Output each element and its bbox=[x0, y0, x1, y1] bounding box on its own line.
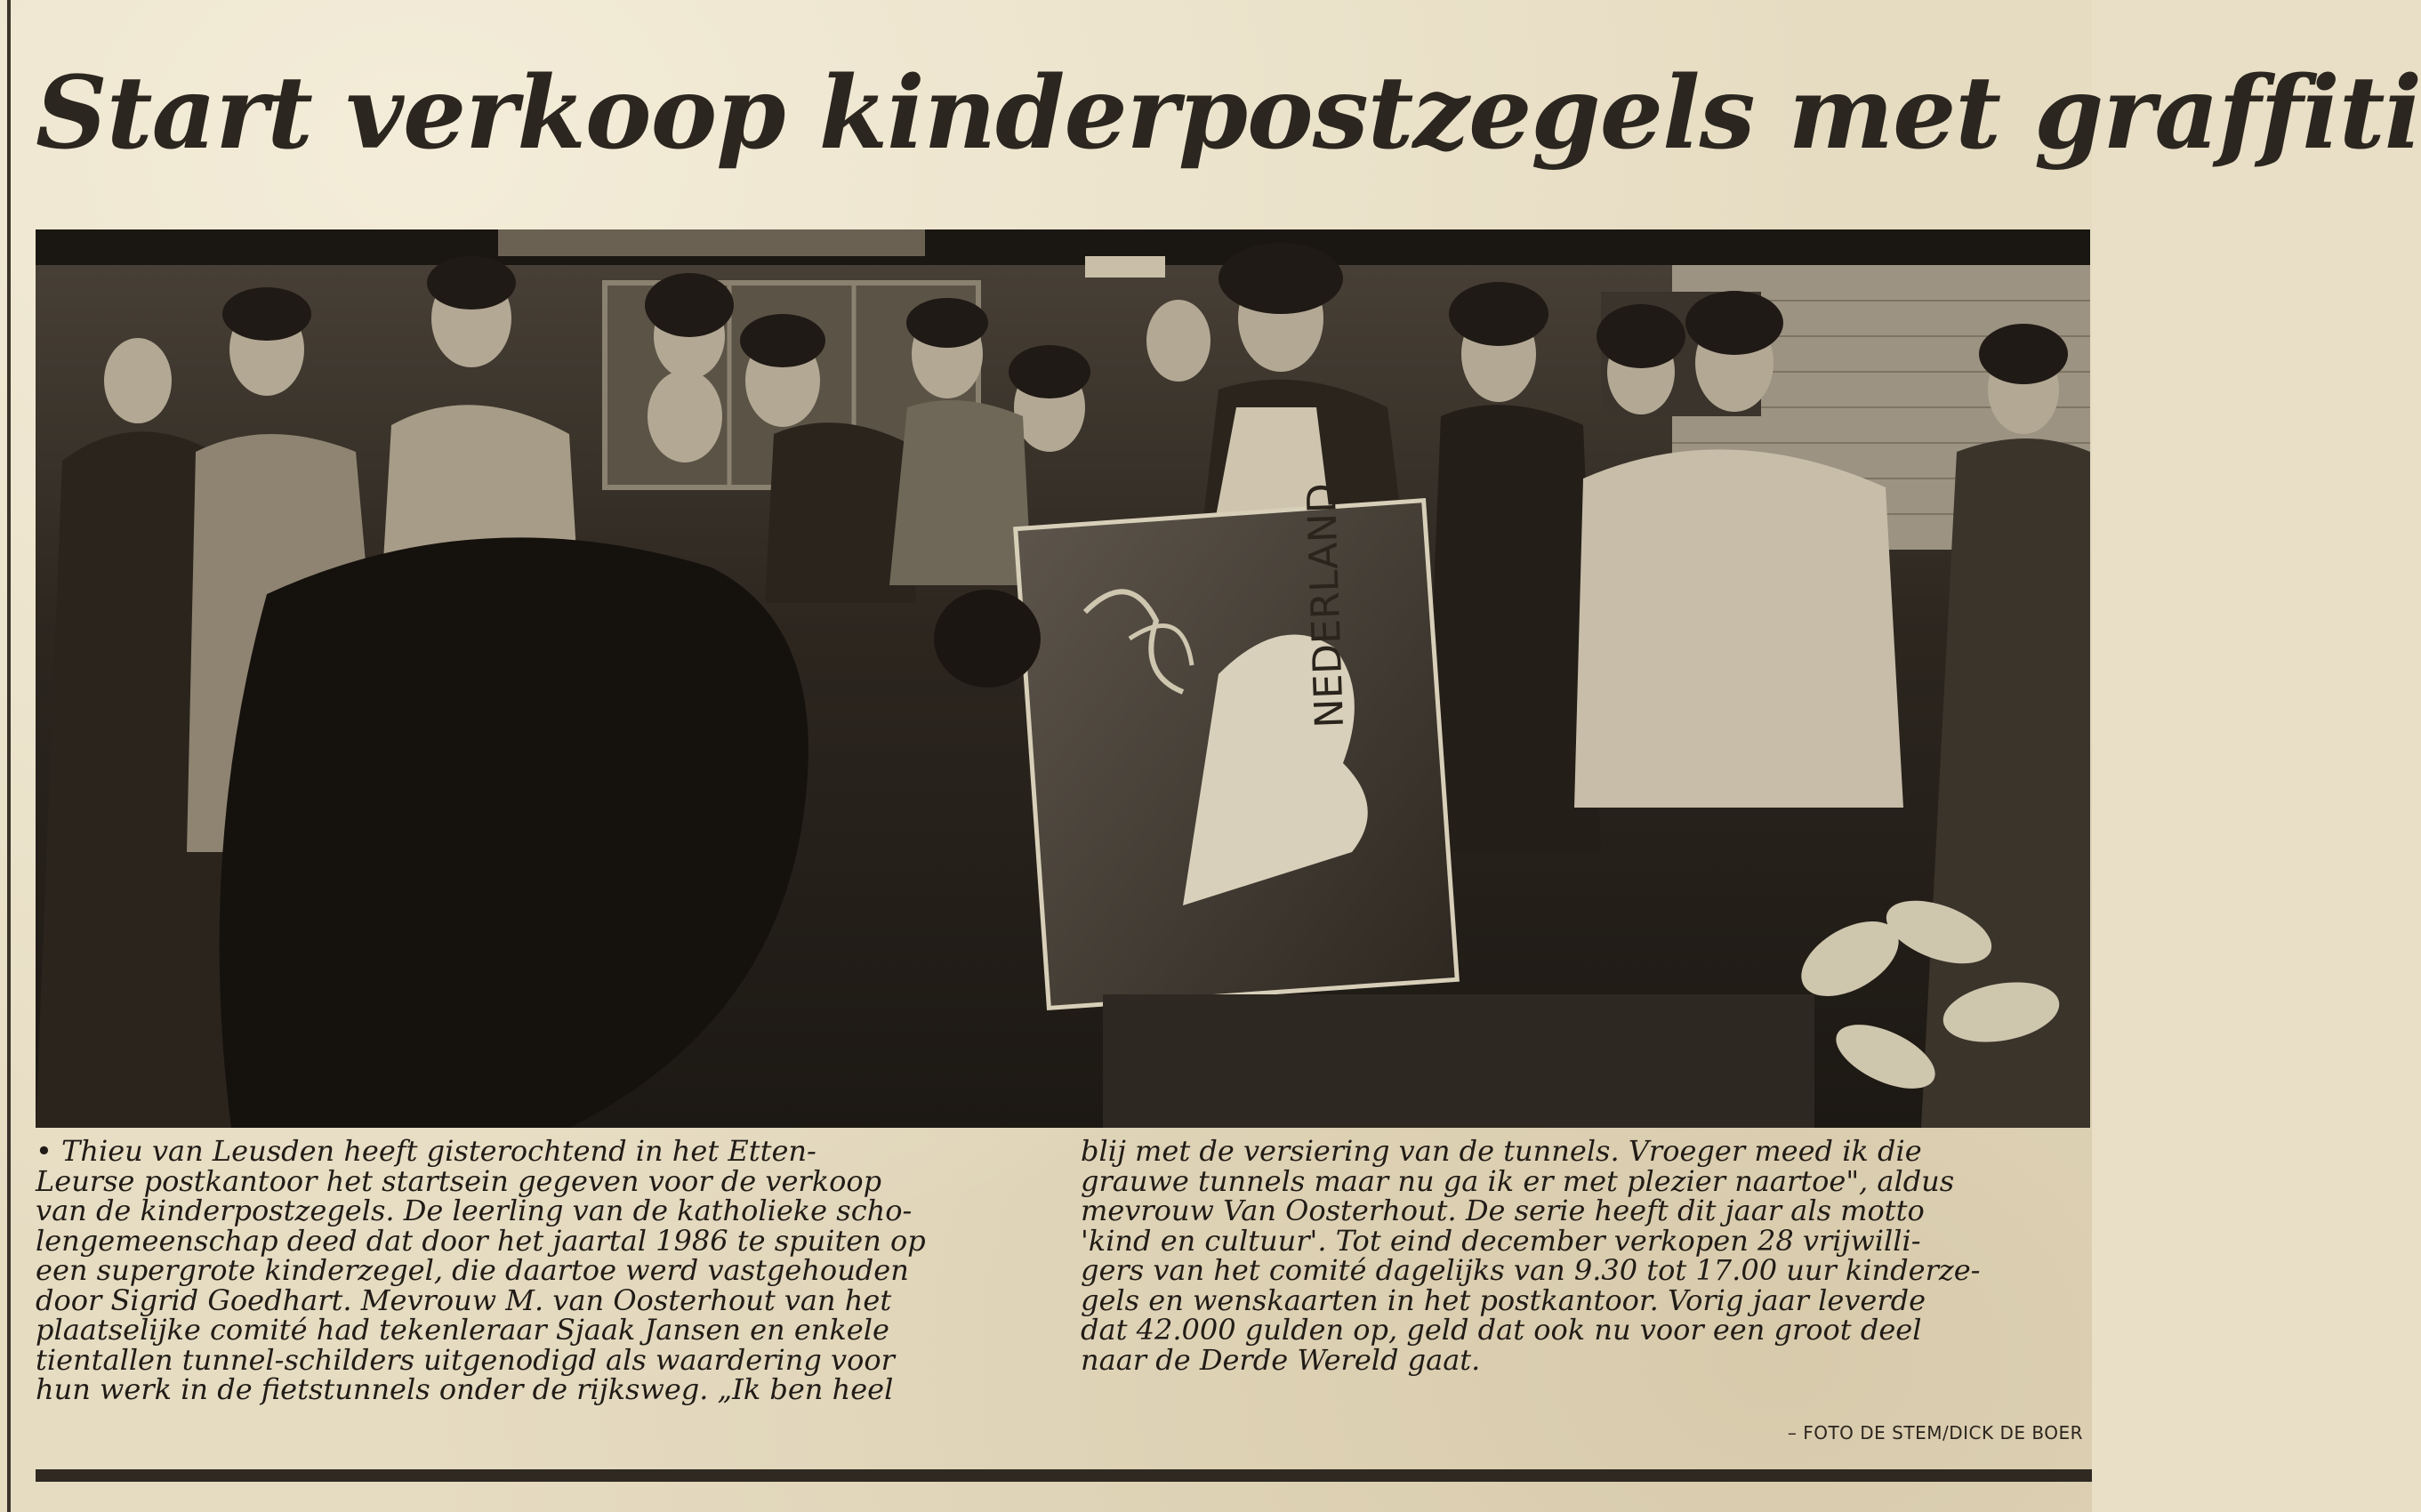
photo-caption bbox=[36, 1134, 2090, 1430]
caption-line: naar de Derde Wereld gaat. bbox=[1081, 1342, 1481, 1377]
caption-line: 'kind en cultuur'. Tot eind december verkopen 28 vrijwilli- bbox=[1081, 1223, 1921, 1258]
caption-line: door Sigrid Goedhart. Mevrouw M. van Oosterhout van het bbox=[36, 1283, 892, 1317]
caption-line: blij met de versiering van de tunnels. Vroeger meed ik die bbox=[1081, 1134, 1922, 1168]
left-column-rule bbox=[7, 0, 11, 1512]
caption-line: grauwe tunnels maar nu ga ik er met plezier naartoe", aldus bbox=[1081, 1163, 1955, 1198]
caption-column-right bbox=[1081, 1134, 2090, 1430]
giant-postage-stamp bbox=[1016, 482, 1458, 1008]
caption-line: tientallen tunnel-schilders uitgenodigd als waardering voor bbox=[36, 1342, 895, 1377]
caption-line: gels en wenskaarten in het postkantoor. Vorig jaar leverde bbox=[1081, 1283, 1926, 1317]
caption-line: gers van het comité dagelijks van 9.30 tot 17.00 uur kinderze- bbox=[1081, 1253, 1981, 1287]
caption-column-left bbox=[36, 1134, 1041, 1430]
caption-line: lengemeenschap deed dat door het jaartal 1986 te spuiten op bbox=[36, 1223, 926, 1258]
article-headline: Start verkoop kinderpostzegels met graffiti bbox=[36, 55, 2421, 172]
news-photo bbox=[36, 229, 2090, 1128]
photo-illustration bbox=[36, 229, 2090, 1128]
caption-line: een supergrote kinderzegel, die daartoe werd vastgehouden bbox=[36, 1253, 909, 1287]
caption-line: • Thieu van Leusden heeft gisterochtend in het Etten- bbox=[36, 1134, 816, 1168]
bottom-rule bbox=[36, 1469, 2092, 1482]
caption-line: van de kinderpostzegels. De leerling van de katholieke scho- bbox=[36, 1194, 913, 1227]
caption-line: mevrouw Van Oosterhout. De serie heeft dit jaar als motto bbox=[1081, 1194, 1925, 1227]
caption-line: Leurse postkantoor het startsein gegeven voor de verkoop bbox=[36, 1163, 882, 1198]
photo-credit: – FOTO DE STEM/DICK DE BOER bbox=[1787, 1422, 2083, 1444]
caption-line: plaatselijke comité had tekenleraar Sjaak Jansen en enkele bbox=[36, 1313, 889, 1347]
caption-line: hun werk in de fietstunnels onder de rijksweg. „Ik ben heel bbox=[36, 1372, 894, 1406]
stamp-lettering: NEDERLAND bbox=[1299, 482, 1353, 729]
caption-line: dat 42.000 gulden op, geld dat ook nu voor een groot deel bbox=[1081, 1313, 1922, 1347]
